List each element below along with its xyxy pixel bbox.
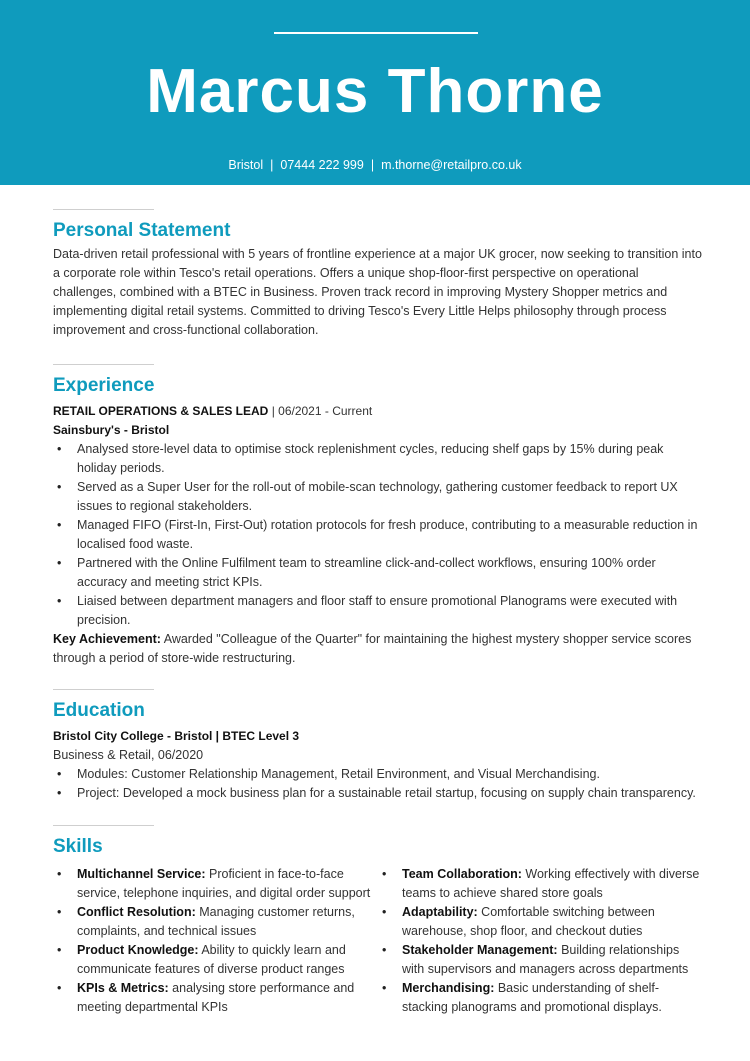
list-item: • Modules: Customer Relationship Management, Retail Environment, and Visual Merchandising.: [53, 765, 703, 784]
skill-label: Stakeholder Management:: [402, 943, 558, 957]
skill-item: [53, 979, 378, 1017]
candidate-name: Marcus Thorne: [146, 57, 604, 126]
course: Business & Retail, 06/2020: [53, 748, 204, 762]
skills-section: [53, 825, 703, 1017]
contact-location: Bristol: [228, 158, 264, 172]
skill-item: [53, 941, 378, 979]
skill-item: [53, 903, 378, 941]
section-title: Education: [53, 700, 145, 721]
skill-item: [378, 865, 703, 903]
skill-label: Conflict Resolution:: [77, 905, 196, 919]
header-top-rule: [274, 32, 478, 34]
statement-text: Data-driven retail professional with 5 years of frontline experience at a major UK grocer, now seeking to transition into a corporate role within Tesco's retail operations. Offers a unique shop-floor-first perspective on operational challenges, combined with a BTEC in Business. Proven track record in improving Mystery Shopper metrics and implementing digital retail systems. Committed to driving Tesco's Every Little Helps philosophy through process improvement and cross-functional collaboration.: [53, 247, 702, 337]
skill-text: Proficient in face-to-face service, telephone inquiries, and digital order support: [77, 867, 371, 900]
list-item: • Managed FIFO (First-In, First-Out) rotation protocols for fresh produce, contributing to a measurable reduction in localised food waste.: [53, 516, 703, 554]
section-title: Experience: [53, 375, 155, 396]
list-item: • Analysed store-level data to optimise stock replenishment cycles, reducing shelf gaps by 15% during peak holiday periods.: [53, 440, 703, 478]
skill-text: Building relationships with supervisors and managers across departments: [402, 943, 689, 976]
list-item: • Served as a Super User for the roll-out of mobile-scan technology, gathering customer feedback to report UX issues to regional stakeholders.: [53, 478, 703, 516]
skill-text: Ability to quickly learn and communicate features of diverse product ranges: [77, 943, 346, 976]
contact-separator: |: [270, 158, 274, 172]
section-divider: [53, 209, 154, 210]
skill-label: Team Collaboration:: [402, 867, 522, 881]
skill-text: analysing store performance and meeting departmental KPIs: [77, 981, 355, 1014]
education-bullets: [53, 765, 703, 803]
list-item: • Liaised between department managers and floor staff to ensure promotional Planograms were executed with precision.: [53, 592, 703, 630]
section-title: Skills: [53, 836, 103, 857]
resume-header: [0, 0, 750, 185]
skill-label: Multichannel Service:: [77, 867, 206, 881]
job-role-line: [53, 402, 703, 421]
skill-item: [378, 941, 703, 979]
experience-bullets: [53, 440, 703, 630]
section-divider: [53, 689, 154, 690]
skill-item: [378, 979, 703, 1017]
job-dates: | 06/2021 - Current: [271, 404, 373, 418]
contact-separator: |: [370, 158, 375, 172]
skill-label: KPIs & Metrics:: [77, 981, 169, 995]
skill-label: Product Knowledge:: [77, 943, 199, 957]
contact-email[interactable]: m.thorne@retailpro.co.uk: [381, 158, 522, 172]
contact-phone: 07444 222 999: [280, 158, 364, 172]
section-divider: [53, 825, 154, 826]
list-item: • Project: Developed a mock business plan for a sustainable retail startup, focusing on supply chain transparency.: [53, 784, 703, 803]
experience-section: [53, 364, 703, 668]
skill-text: Basic understanding of shelf-stacking planograms and promotional displays.: [402, 981, 662, 1014]
key-achievement: [53, 630, 703, 668]
skill-item: [53, 865, 378, 903]
key-achievement-label: Key Achievement:: [53, 632, 161, 646]
education-section: [53, 689, 703, 803]
section-divider: [53, 364, 154, 365]
institution-name: Bristol City College - Bristol | BTEC Level 3: [53, 729, 300, 743]
skill-text: Managing customer returns, complaints, and technical issues: [77, 905, 355, 938]
skills-grid: [53, 865, 703, 1017]
key-achievement-text: Awarded "Colleague of the Quarter" for maintaining the highest mystery shopper service scores through a period of store-wide restructuring.: [53, 632, 692, 665]
skills-right-column: [378, 865, 703, 1017]
section-title: Personal Statement: [53, 220, 231, 241]
contact-line: [0, 156, 750, 174]
personal-statement-section: [53, 209, 703, 340]
skill-item: [378, 903, 703, 941]
skill-text: Comfortable switching between warehouse, shop floor, and checkout duties: [402, 905, 655, 938]
employer: Sainsbury's - Bristol: [53, 423, 170, 437]
institution: [53, 727, 703, 746]
job-title: RETAIL OPERATIONS & SALES LEAD: [53, 404, 269, 418]
skill-label: Adaptability:: [402, 905, 478, 919]
skill-text: Working effectively with diverse teams to achieve shared store goals: [402, 867, 700, 900]
skills-left-column: [53, 865, 378, 1017]
skill-label: Merchandising:: [402, 981, 495, 995]
list-item: • Partnered with the Online Fulfilment team to streamline click-and-collect workflows, ensuring 100% order accuracy and meeting strict KPIs.: [53, 554, 703, 592]
